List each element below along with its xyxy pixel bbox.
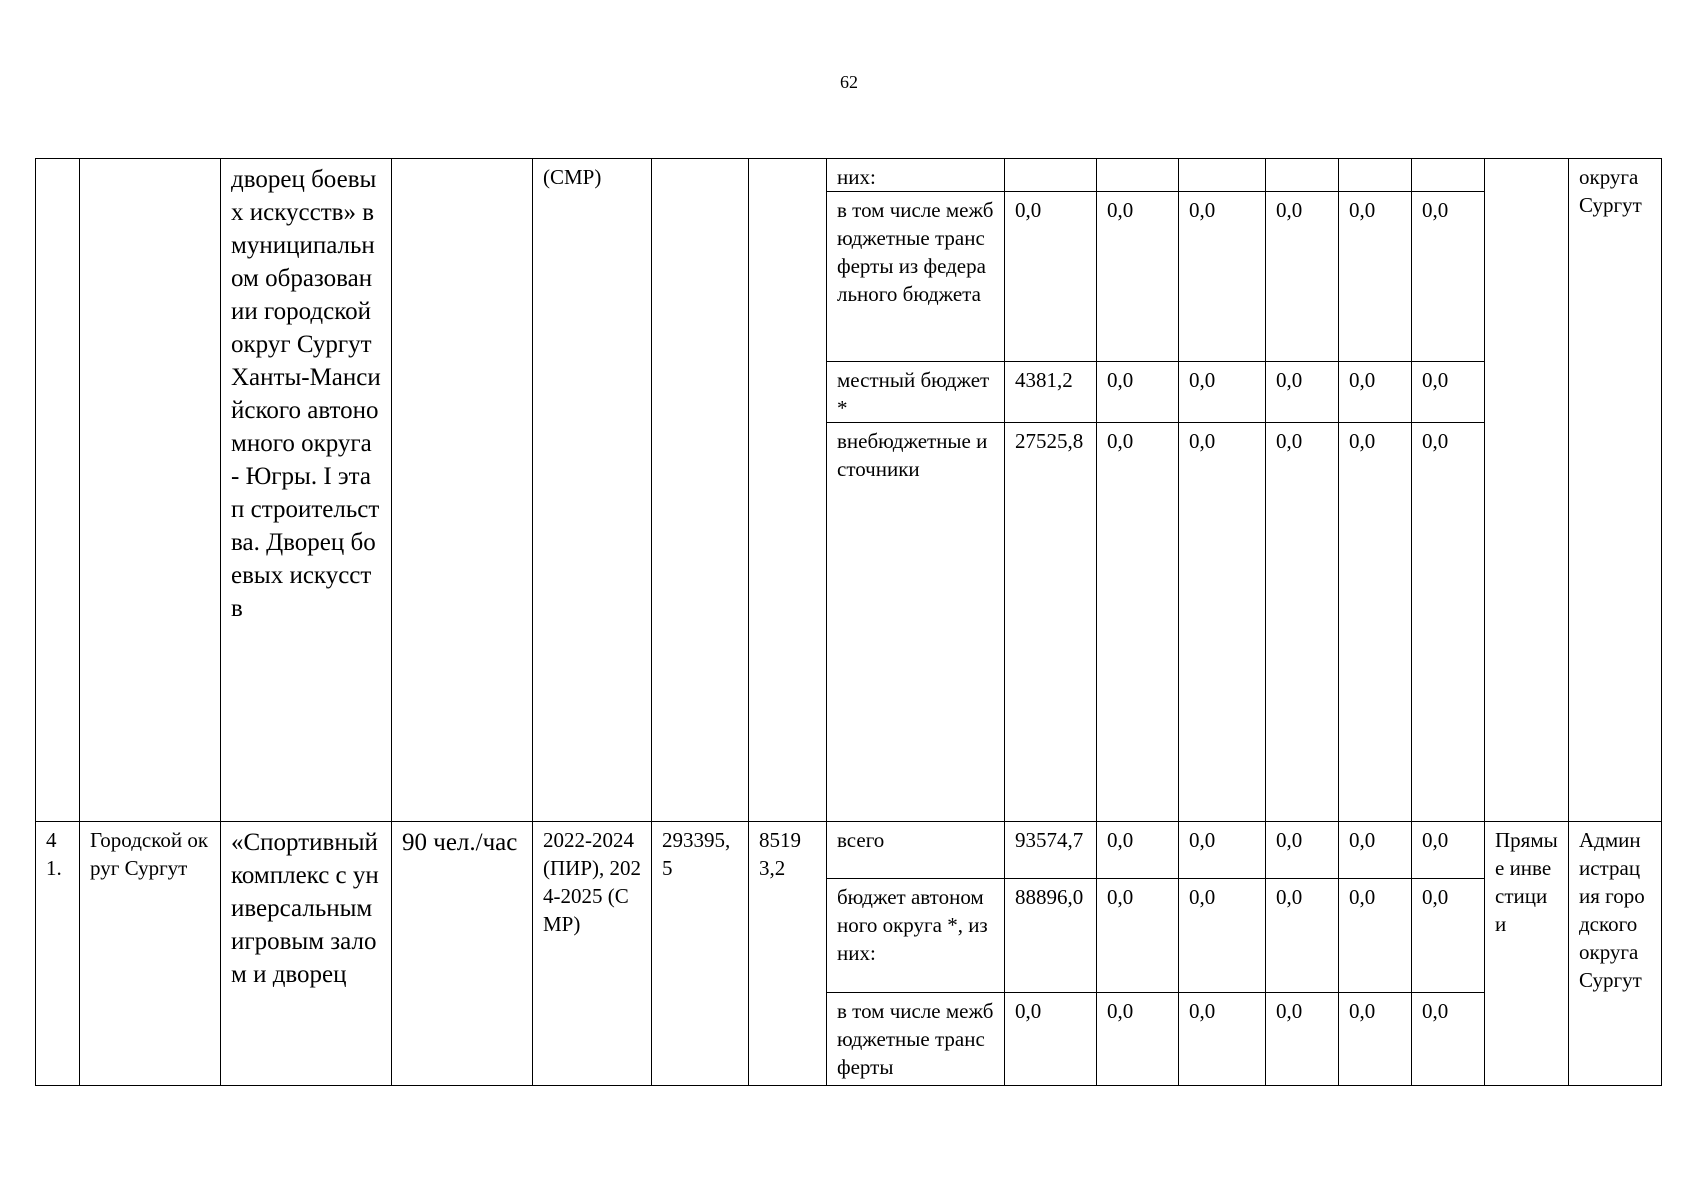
value-cell: 0,0	[1266, 362, 1339, 423]
row-number-cell: 41.	[36, 822, 80, 1086]
value-cell: 88896,0	[1005, 879, 1097, 993]
value-cell: 0,0	[1339, 879, 1412, 993]
value-cell: 0,0	[1179, 879, 1266, 993]
value-cell	[1097, 159, 1179, 192]
value-cell	[1266, 159, 1339, 192]
value-cell	[1005, 159, 1097, 192]
investment-type-cell: Прямые инвестиции	[1485, 822, 1569, 1086]
funding-source-cell: в том числе межбюджетные трансферты из федерального бюджета	[827, 192, 1005, 362]
funding-source-cell: всего	[827, 822, 1005, 879]
term-cell: (СМР)	[533, 159, 652, 822]
value-cell: 0,0	[1097, 423, 1179, 822]
value-cell: 27525,8	[1005, 423, 1097, 822]
estimated-cost-cell	[652, 159, 749, 822]
value-cell: 0,0	[1412, 822, 1485, 879]
value-cell: 0,0	[1339, 993, 1412, 1086]
value-cell: 0,0	[1179, 362, 1266, 423]
value-cell: 0,0	[1339, 362, 1412, 423]
funding-source-cell: местный бюджет*	[827, 362, 1005, 423]
row-number-cell	[36, 159, 80, 822]
value-cell: 0,0	[1412, 879, 1485, 993]
value-cell: 0,0	[1097, 879, 1179, 993]
object-name-cell: «Спортивный комплекс с универсальным игровым залом и дворец	[221, 822, 392, 1086]
value-cell: 4381,2	[1005, 362, 1097, 423]
value-cell: 0,0	[1005, 192, 1097, 362]
value-cell: 0,0	[1005, 993, 1097, 1086]
capacity-cell	[392, 159, 533, 822]
value-cell: 0,0	[1179, 192, 1266, 362]
value-cell: 0,0	[1266, 822, 1339, 879]
table-row	[36, 822, 1662, 879]
municipality-cell	[80, 159, 221, 822]
value-cell: 0,0	[1412, 192, 1485, 362]
funding-source-cell: внебюджетные источники	[827, 423, 1005, 822]
value-cell: 0,0	[1266, 192, 1339, 362]
page-number: 62	[840, 72, 858, 92]
responsible-cell: округа Сургут	[1569, 159, 1662, 822]
value-cell: 0,0	[1266, 993, 1339, 1086]
value-cell: 0,0	[1097, 993, 1179, 1086]
value-cell: 0,0	[1179, 423, 1266, 822]
funding-source-cell: бюджет автономного округа *, из них:	[827, 879, 1005, 993]
term-cell: 2022-2024 (ПИР), 2024-2025 (СМР)	[533, 822, 652, 1086]
value-cell: 0,0	[1339, 822, 1412, 879]
value-cell: 93574,7	[1005, 822, 1097, 879]
responsible-cell: Администрация городского округа Сургут	[1569, 822, 1662, 1086]
value-cell: 0,0	[1412, 362, 1485, 423]
value-cell: 0,0	[1097, 822, 1179, 879]
value-cell: 0,0	[1179, 822, 1266, 879]
investment-table	[35, 158, 1662, 1086]
value-cell	[1412, 159, 1485, 192]
value-cell: 0,0	[1412, 993, 1485, 1086]
value-cell: 0,0	[1412, 423, 1485, 822]
value-cell: 0,0	[1339, 192, 1412, 362]
value-cell: 0,0	[1179, 993, 1266, 1086]
municipality-cell: Городской округ Сургут	[80, 822, 221, 1086]
value-cell: 0,0	[1339, 423, 1412, 822]
value-cell: 0,0	[1097, 362, 1179, 423]
value-cell: 0,0	[1266, 423, 1339, 822]
object-name-cell: дворец боевых искусств» в муниципальном образовании городской округ Сургут Ханты-Мансийского автономного округа - Югры. I этап строительства. Дворец боевых искусств	[221, 159, 392, 822]
value-cell: 0,0	[1266, 879, 1339, 993]
value-cell: 0,0	[1097, 192, 1179, 362]
capacity-cell: 90 чел./час	[392, 822, 533, 1086]
value-cell	[1179, 159, 1266, 192]
remaining-cost-cell	[749, 159, 827, 822]
funding-source-cell: них:	[827, 159, 1005, 192]
table-row	[36, 159, 1662, 192]
funding-source-cell: в том числе межбюджетные трансферты	[827, 993, 1005, 1086]
remaining-cost-cell: 85193,2	[749, 822, 827, 1086]
value-cell	[1339, 159, 1412, 192]
estimated-cost-cell: 293395,5	[652, 822, 749, 1086]
investment-type-cell	[1485, 159, 1569, 822]
